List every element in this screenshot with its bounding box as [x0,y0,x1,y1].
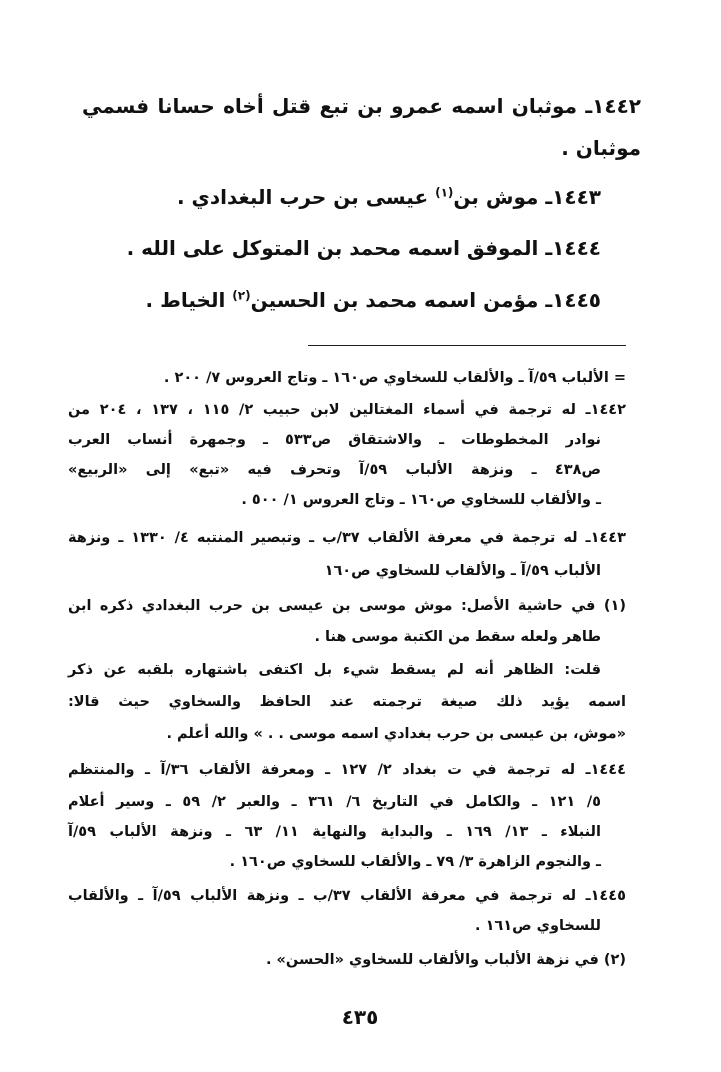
note-1444-line-1: ١٤٤٤ـ له ترجمة في ت بغداد ٢/ ١٢٧ ـ ومعرفة الألقاب ٣٦/آ ـ والمنتظم [68,762,626,778]
footnote-1-line-4: اسمه يؤيد ذلك صيغة ترجمته عند الحافظ والسخاوي حيث قالا: [68,694,626,710]
footnote-1-line-2: طاهر ولعله سقط من الكتبة موسى هنا . [314,629,601,645]
entry-1445-text-after: الخياط . [145,288,233,312]
footnote-1-line-1: (١) في حاشية الأصل: موش موسى بن عيسى بن حرب البغدادي ذكره ابن [68,598,626,614]
note-1444-line-2: ٥/ ١٢١ ـ والكامل في التاريخ ٦/ ٣٦١ ـ والعبر ٢/ ٥٩ ـ وسير أعلام [68,794,601,810]
entry-1445-text-before: ١٤٤٥ـ مؤمن اسمه محمد بن الحسين [250,288,601,312]
footnote-2: (٢) في نزهة الألباب والألقاب للسخاوي «الحسن» . [266,952,626,968]
note-1443-line-1: ١٤٤٣ـ له ترجمة في معرفة الألقاب ٣٧/ب ـ وتبصير المنتبه ٤/ ١٣٣٠ ـ ونزهة [68,530,626,546]
entry-1442-line-2: موثبان . [561,136,641,160]
entry-1444: ١٤٤٤ـ الموفق اسمه محمد بن المتوكل على الله . [126,236,601,260]
footnote-marker-1: (١) [435,185,454,200]
note-continuation: = الألباب ٥٩/آ ـ والألقاب للسخاوي ص١٦٠ ـ وتاج العروس ٧/ ٢٠٠ . [163,370,626,386]
entry-1443-text-before: ١٤٤٣ـ موش بن [453,185,601,209]
footnote-separator [308,345,626,346]
page-number: ٤٣٥ [341,1005,379,1029]
note-1442-line-2: نوادر المخطوطات ـ والاشتقاق ص٥٣٣ ـ وجمهرة أنساب العرب [68,432,601,448]
note-1442-line-1: ١٤٤٢ـ له ترجمة في أسماء المغتالين لابن حبيب ٢/ ١١٥ ، ١٣٧ ، ٢٠٤ من [68,402,626,418]
footnote-1-line-3: قلت: الظاهر أنه لم يسقط شيء بل اكتفى باشتهاره بلقبه عن ذكر [68,662,601,678]
note-1444-line-3: النبلاء ـ ١٣/ ١٦٩ ـ والبداية والنهاية ١١/ ٦٣ ـ ونزهة الألباب ٥٩/آ [68,824,601,840]
note-1445-line-2: للسخاوي ص١٦١ . [475,918,601,934]
entry-1443 [177,183,601,211]
entry-1443-text-after: عيسى بن حرب البغدادي . [176,185,436,209]
note-1442-line-3: ص٤٣٨ ـ ونزهة الألباب ٥٩/آ وتحرف فيه «تبع» إلى «الربيع» [68,462,601,478]
entry-1442-line-1: ١٤٤٢ـ موثبان اسمه عمرو بن تبع قتل أخاه حسانا فسمي [82,94,641,118]
note-1442-line-4: ـ والألقاب للسخاوي ص١٦٠ ـ وتاج العروس ١/ ٥٠٠ . [241,492,601,508]
note-1445-line-1: ١٤٤٥ـ له ترجمة في معرفة الألقاب ٣٧/ب ـ ونزهة الألباب ٥٩/آ ـ والألقاب [68,888,626,904]
footnote-marker-2: (٢) [232,288,251,303]
entry-1445 [146,286,601,314]
footnote-1-line-5: «موش، بن عيسى بن حرب بغدادي اسمه موسى . . » والله أعلم . [166,726,626,742]
note-1443-line-2: الألباب ٥٩/آ ـ والألقاب للسخاوي ص١٦٠ [324,563,601,579]
note-1444-line-4: ـ والنجوم الزاهرة ٣/ ٧٩ ـ والألقاب للسخاوي ص١٦٠ . [229,854,601,870]
